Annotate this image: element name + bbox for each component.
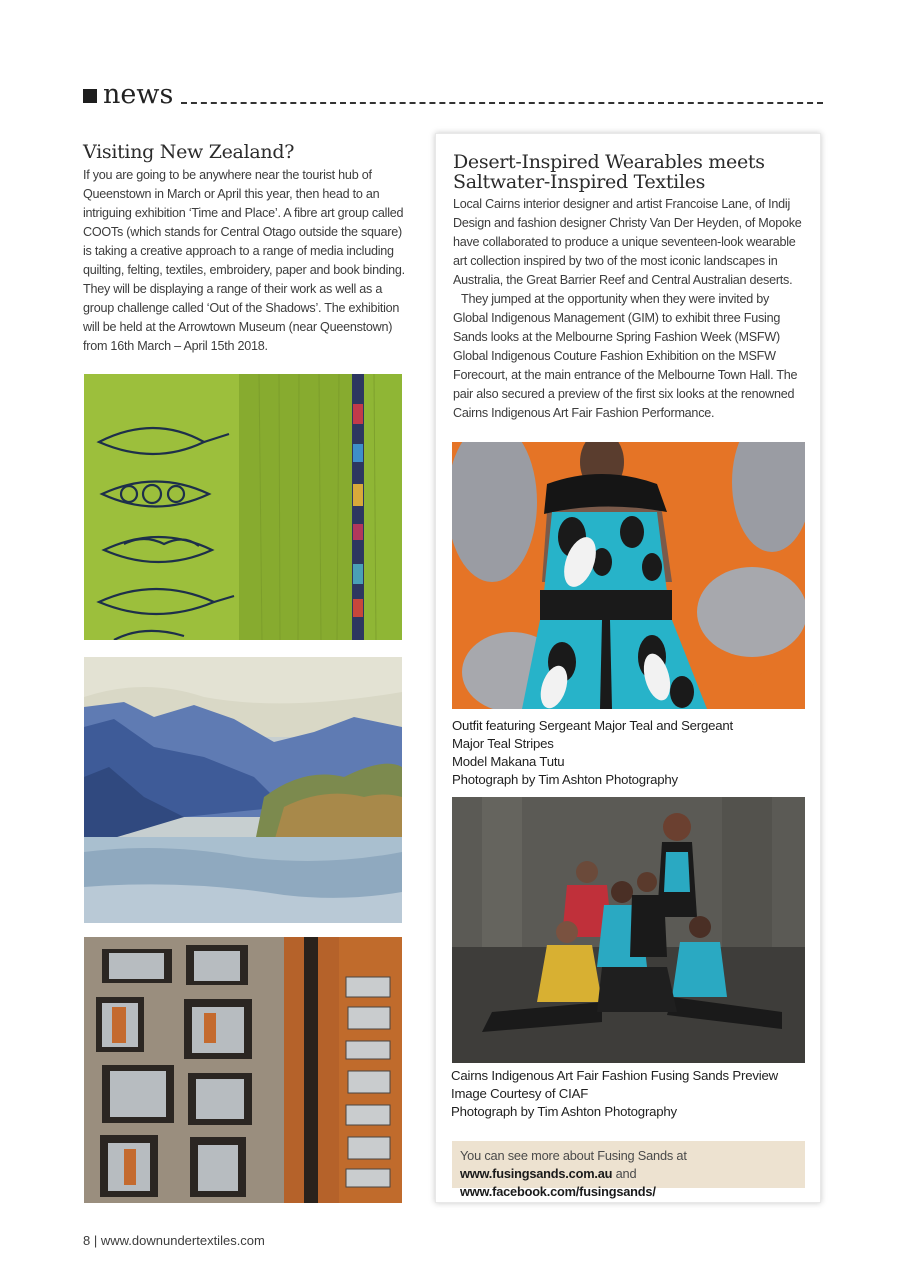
teal-outfit-model-photo xyxy=(452,442,805,709)
footer-site-link[interactable]: www.downundertextiles.com xyxy=(100,1233,265,1248)
right-article-paragraph: They jumped at the opportunity when they were invited by Global Indigenous Management (GIM) to exhibit three Fusing Sands looks at the Melbourne Spring Fashion Week (MSFW) Global Indigenous Couture Fashion Exhibition on the MSFW Forecourt, at the main entrance of the Melbourne Town Hall. The pair also secured a preview of the first six looks at the renowned Cairns Indigenous Art Fair Fashion Performance. xyxy=(453,292,798,420)
caption-line: Photograph by Tim Ashton Photography xyxy=(451,1104,677,1119)
more-info-box xyxy=(452,1141,805,1199)
left-article xyxy=(83,140,407,356)
right-article-body xyxy=(453,195,805,423)
note-prefix: You can see more about Fusing Sands at xyxy=(460,1148,687,1163)
photo-caption-1 xyxy=(452,717,812,789)
caption-line: Photograph by Tim Ashton Photography xyxy=(452,772,678,787)
fusingsands-link[interactable]: www.fusingsands.com.au xyxy=(460,1166,613,1181)
caption-line: Model Makana Tutu xyxy=(452,754,565,769)
page-footer xyxy=(83,1233,265,1248)
square-bullet-icon xyxy=(83,89,97,103)
caption-line: Major Teal Stripes xyxy=(452,736,554,751)
caption-line: Image Courtesy of CIAF xyxy=(451,1086,589,1101)
pea-pod-quilt-photo xyxy=(84,374,402,640)
photo-caption-2 xyxy=(451,1067,811,1121)
section-label: news xyxy=(103,79,174,110)
right-article-title: Desert-Inspired Wearables meets Saltwater-Inspired Textiles xyxy=(453,151,765,193)
patchwork-quilt-photo xyxy=(84,937,402,1203)
facebook-link[interactable]: www.facebook.com/fusingsands/ xyxy=(460,1184,656,1199)
left-article-title: Visiting New Zealand? xyxy=(83,141,295,163)
right-article-paragraph: Local Cairns interior designer and artist Francoise Lane, of Indij Design and fashion designer Christy Van Der Heyden, of Mopoke have collaborated to produce a unique seventeen-look wearable art collection inspired by two of the most iconic landscapes in Australia, the Great Barrier Reef and Central Australian deserts. xyxy=(453,197,802,287)
note-middle: and xyxy=(612,1166,637,1181)
caption-line: Cairns Indigenous Art Fair Fashion Fusing Sands Preview xyxy=(451,1068,778,1083)
footer-separator: | xyxy=(90,1233,101,1248)
mountain-lake-quilt-photo xyxy=(84,657,402,923)
page-number: 8 xyxy=(83,1233,91,1248)
group-models-photo xyxy=(452,797,805,1063)
section-header xyxy=(83,78,823,108)
left-article-body: If you are going to be anywhere near the tourist hub of Queenstown in March or April this year, then head to an intriguing exhibition ‘Time and Place’. A fibre art group called COOTs (which stands for Central Otago outside the square) is taking a creative approach to a range of media including quilting, felting, textiles, embroidery, paper and book binding. They will be displaying a range of their work as well as a group challenge called ‘Out of the Shadows’. The exhibition will be held at the Arrowtown Museum (near Queenstown) from 16th March – April 15th 2018. xyxy=(83,168,405,353)
caption-line: Outfit featuring Sergeant Major Teal and Sergeant xyxy=(452,718,733,733)
dashed-rule xyxy=(181,102,823,104)
